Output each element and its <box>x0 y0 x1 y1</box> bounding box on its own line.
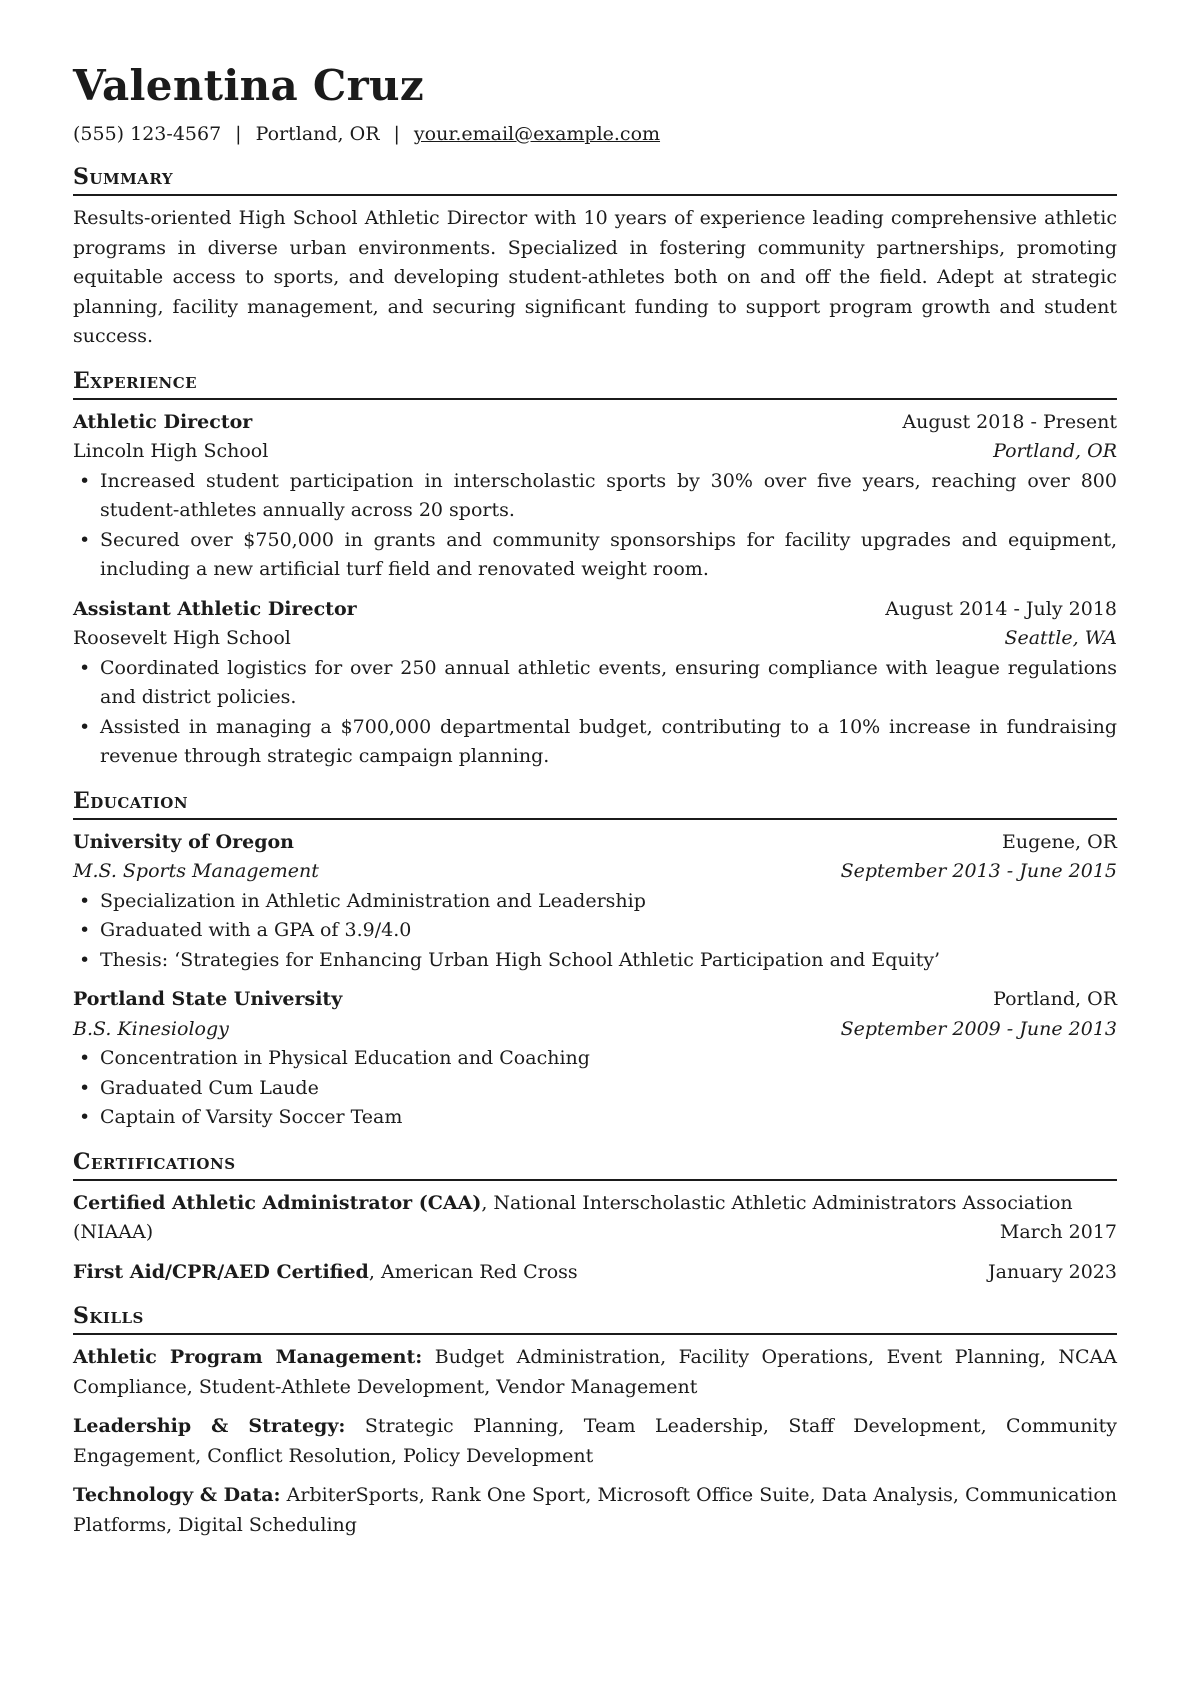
skill-group-text: Budget Administration, Facility Operations, Event Planning, NCAA Compliance, Student-Athlete Development, Vendor Management <box>73 1346 1118 1398</box>
education-section <box>73 786 1117 1133</box>
experience-section <box>73 366 1117 772</box>
job-dates: August 2018 - Present <box>902 410 1117 433</box>
skill-group <box>73 1481 1117 1540</box>
job-organization: Roosevelt High School <box>73 627 291 649</box>
education-entry <box>73 985 1117 1133</box>
skill-group-text: Strategic Planning, Team Leadership, Staff Development, Community Engagement, Conflict Resolution, Policy Development <box>73 1415 1117 1467</box>
experience-entry <box>73 408 1117 585</box>
section-title-experience: Experience <box>73 366 1117 400</box>
education-bullets <box>73 1044 1117 1133</box>
skill-group-text: ArbiterSports, Rank One Sport, Microsoft Office Suite, Data Analysis, Communication Platforms, Digital Scheduling <box>73 1484 1117 1536</box>
certifications-section <box>73 1147 1117 1288</box>
contact-separator: | <box>235 123 242 145</box>
list-item: • Graduated with a GPA of 3.9/4.0 <box>73 916 1117 946</box>
education-bullets <box>73 887 1117 976</box>
degree: M.S. Sports Management <box>73 860 319 882</box>
list-item: • Specialization in Athletic Administration and Leadership <box>73 887 1117 917</box>
job-location: Portland, OR <box>993 440 1117 462</box>
school-header-row <box>73 985 1117 1015</box>
contact-separator: | <box>393 123 400 145</box>
job-title: Assistant Athletic Director <box>73 597 357 620</box>
job-title: Athletic Director <box>73 410 253 433</box>
degree: B.S. Kinesiology <box>73 1017 229 1040</box>
job-header-row <box>73 408 1117 438</box>
certification-line <box>73 1218 1117 1248</box>
email-link[interactable]: your.email@example.com <box>413 123 661 145</box>
list-item: • Thesis: ‘Strategies for Enhancing Urban High School Athletic Participation and Equity’ <box>73 946 1117 976</box>
degree-dates: September 2013 - June 2015 <box>840 860 1117 882</box>
school-name: Portland State University <box>73 988 343 1010</box>
skill-group-label: Athletic Program Management: <box>73 1346 423 1368</box>
job-dates: August 2014 - July 2018 <box>885 597 1117 620</box>
job-org-row <box>73 624 1117 654</box>
location: Portland, OR <box>255 123 380 145</box>
certification-issuer-cont: (NIAAA) <box>73 1221 154 1243</box>
certification-entry <box>73 1189 1117 1248</box>
skills-section <box>73 1301 1117 1540</box>
school-location: Eugene, OR <box>1002 830 1117 853</box>
job-bullets <box>73 654 1117 772</box>
job-location: Seattle, WA <box>1004 627 1117 649</box>
school-header-row <box>73 828 1117 858</box>
list-item: • Increased student participation in interscholastic sports by 30% over five years, reaching over 800 student-athletes annually across 20 sports. <box>73 467 1117 526</box>
degree-row <box>73 857 1117 887</box>
certification-date: January 2023 <box>988 1260 1117 1283</box>
certification-line <box>73 1189 1117 1219</box>
section-title-summary: Summary <box>73 162 1117 196</box>
list-item: • Graduated Cum Laude <box>73 1074 1117 1104</box>
section-title-education: Education <box>73 786 1117 820</box>
skill-group-label: Technology & Data: <box>73 1484 281 1506</box>
job-org-row <box>73 437 1117 467</box>
list-item: • Assisted in managing a $700,000 departmental budget, contributing to a 10% increase in fundraising revenue through strategic campaign planning. <box>73 713 1117 772</box>
candidate-name: Valentina Cruz <box>73 61 425 110</box>
list-item: • Secured over $750,000 in grants and community sponsorships for facility upgrades and equipment, including a new artificial turf field and renovated weight room. <box>73 526 1117 585</box>
education-entry <box>73 828 1117 976</box>
list-item: • Concentration in Physical Education and Coaching <box>73 1044 1117 1074</box>
certification-line <box>73 1258 1117 1288</box>
certification-entry <box>73 1258 1117 1288</box>
summary-text: Results-oriented High School Athletic Director with 10 years of experience leading comprehensive athletic programs in diverse urban environments. Specialized in fostering community partnerships, promoting equitable access to sports, and developing student-athletes both on and off the field. Adept at strategic planning, facility management, and securing significant funding to support program growth and student success. <box>73 207 1117 347</box>
job-header-row <box>73 595 1117 625</box>
certification-date: March 2017 <box>999 1221 1117 1243</box>
section-title-skills: Skills <box>73 1301 1117 1335</box>
skill-group <box>73 1412 1117 1471</box>
summary-section <box>73 162 1117 352</box>
certification-issuer: , National Interscholastic Athletic Administrators Association <box>481 1191 1073 1214</box>
job-bullets <box>73 467 1117 585</box>
school-name: University of Oregon <box>73 830 294 853</box>
contact-line <box>73 120 1117 148</box>
degree-dates: September 2009 - June 2013 <box>840 1017 1117 1040</box>
section-title-certifications: Certifications <box>73 1147 1117 1181</box>
certification-name: First Aid/CPR/AED Certified <box>73 1260 369 1283</box>
list-item: • Captain of Varsity Soccer Team <box>73 1103 1117 1133</box>
degree-row <box>73 1015 1117 1045</box>
experience-entry <box>73 595 1117 772</box>
certification-issuer: , American Red Cross <box>368 1260 578 1283</box>
skill-group-label: Leadership & Strategy: <box>73 1415 346 1437</box>
certification-name: Certified Athletic Administrator (CAA) <box>73 1191 482 1214</box>
school-location: Portland, OR <box>993 988 1117 1010</box>
list-item: • Coordinated logistics for over 250 annual athletic events, ensuring compliance with league regulations and district policies. <box>73 654 1117 713</box>
skill-group <box>73 1343 1117 1402</box>
job-organization: Lincoln High School <box>73 440 269 462</box>
phone-number: (555) 123-4567 <box>73 123 222 145</box>
